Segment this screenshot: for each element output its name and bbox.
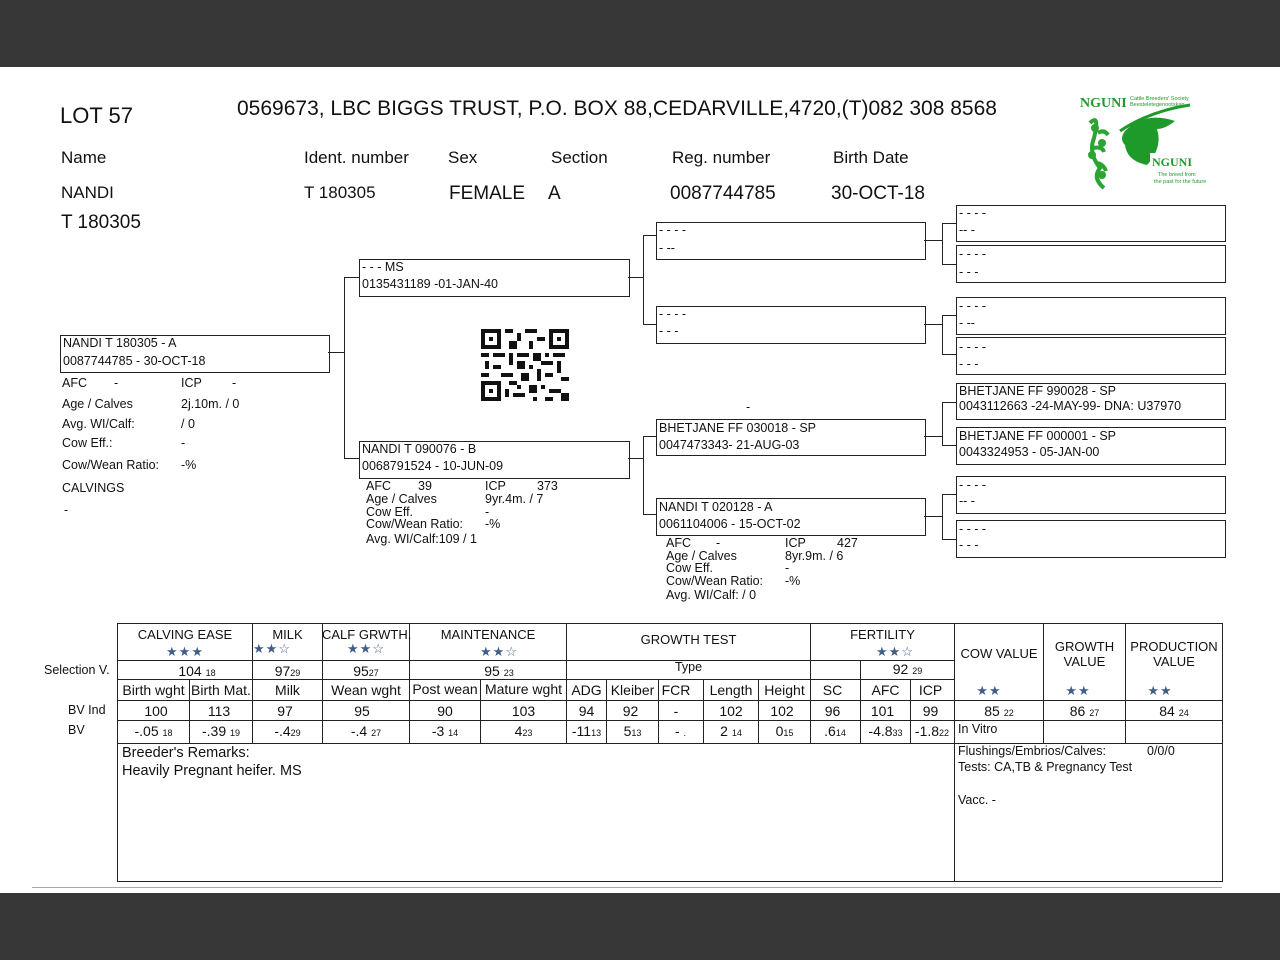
g3-4-line2: - - - — [959, 357, 979, 371]
col-milk: Milk — [275, 682, 300, 698]
bv-fcr: - . — [674, 723, 687, 739]
bv-icp: -1.822 — [914, 723, 950, 739]
col-birth-mat: Birth Mat. — [191, 682, 251, 698]
dam-afc-label: AFC — [366, 479, 391, 493]
ds-line1: BHETJANE FF 030018 - SP — [659, 421, 817, 435]
connector — [942, 539, 956, 540]
animal-wi-label: Avg. WI/Calf: — [62, 417, 135, 431]
value-sex: FEMALE — [449, 183, 526, 204]
gen3-box-1 — [956, 205, 1226, 242]
ind-wean-wght: 95 — [354, 703, 370, 719]
animal-cowwean-label: Cow/Wean Ratio: — [62, 458, 160, 472]
connector — [924, 240, 942, 241]
animal-age-label: Age / Calves — [62, 397, 133, 411]
stars-growth-value: ★★ — [1065, 683, 1091, 698]
qr-code — [481, 328, 569, 402]
stars-cow-value: ★★ — [976, 683, 1002, 698]
grid-line — [954, 743, 955, 882]
remarks-title: Breeder's Remarks: — [122, 745, 250, 761]
col-length: Length — [709, 682, 753, 698]
vacc-text: Vacc. - — [958, 793, 996, 807]
label-reg: Reg. number — [672, 148, 771, 167]
hdr-growth-value: GROWTH VALUE — [1054, 639, 1115, 669]
ind-icp: 99 — [922, 703, 939, 719]
animal-wi: / 0 — [181, 417, 195, 431]
dd-age: 8yr.9m. / 6 — [785, 549, 844, 563]
gen3-box-7 — [956, 476, 1226, 514]
stars-calf-growth: ★★☆ — [347, 641, 385, 656]
ind-height: 102 — [770, 703, 794, 719]
flushings-value: 0/0/0 — [1147, 744, 1175, 758]
bv-sc: .614 — [824, 723, 846, 739]
sel-milk: 9729 — [274, 663, 301, 679]
connector — [942, 264, 956, 265]
g3-6-line1: BHETJANE FF 000001 - SP — [959, 429, 1117, 443]
col-fcr: FCR — [661, 682, 691, 698]
hdr-calf-growth: CALF GRWTH. — [322, 627, 412, 642]
nguni-logo — [1080, 93, 1212, 195]
ind-sc: 96 — [824, 703, 841, 719]
bv-label: BV — [68, 723, 85, 737]
dam-coweff-label: Cow Eff. — [366, 505, 414, 519]
g3-1-line2: -- - — [959, 223, 975, 237]
g3-4-line1: - - - - — [959, 340, 987, 354]
dam-line1: NANDI T 090076 - B — [362, 442, 477, 456]
value-birth: 30-OCT-18 — [831, 183, 925, 204]
bv-birth-mat: -.39 19 — [201, 723, 241, 739]
hdr-fertility: FERTILITY — [850, 627, 915, 642]
connector — [942, 354, 956, 355]
g3-5-line2: 0043112663 -24-MAY-99- DNA: U37970 — [959, 399, 1182, 413]
label-section: Section — [551, 148, 608, 167]
calvings-label: CALVINGS — [62, 481, 125, 495]
value-tattoo: T 180305 — [61, 212, 141, 233]
value-ident: T 180305 — [304, 183, 376, 202]
dam-icp: 373 — [537, 479, 558, 493]
g3-7-line2: -- - — [959, 494, 975, 508]
bv-length: 2 14 — [720, 723, 742, 739]
connector — [924, 324, 942, 325]
gen3-box-3 — [956, 297, 1226, 335]
ind-kleiber: 92 — [622, 703, 639, 719]
g3-1-line1: - - - - — [959, 206, 987, 220]
hdr-growth-test: GROWTH TEST — [640, 632, 737, 647]
bv-milk: -.429 — [274, 723, 301, 739]
ind-post-wean: 90 — [437, 703, 453, 719]
bv-height: 015 — [775, 723, 794, 739]
bv-mature-wght: 423 — [514, 723, 533, 739]
connector — [643, 436, 656, 437]
connector — [942, 223, 943, 265]
grid-line — [117, 660, 567, 661]
dd-line1: NANDI T 020128 - A — [659, 500, 773, 514]
svg-text:the past for the future: the past for the future — [1154, 179, 1207, 185]
bv-afc: -4.833 — [868, 723, 903, 739]
value-section: A — [548, 183, 561, 204]
ind-birth-mat: 113 — [207, 703, 231, 719]
logo-wordmark: NGUNI — [1080, 96, 1127, 111]
dam-afc: 39 — [418, 479, 432, 493]
animal-line2: 0087744785 - 30-OCT-18 — [63, 354, 206, 368]
ind-fcr: - — [673, 703, 679, 719]
hdr-cow-value: COW VALUE — [960, 646, 1038, 661]
g3-3-line1: - - - - — [959, 299, 987, 313]
bv-adg: -1113 — [571, 723, 602, 739]
ind-length: 102 — [719, 703, 743, 719]
ind-birth-wght: 100 — [144, 703, 168, 719]
col-mature-wght: Mature wght — [484, 681, 563, 697]
dd-coweff-label: Cow Eff. — [666, 561, 714, 575]
sire-line1: - - - MS — [362, 260, 404, 274]
connector — [942, 494, 956, 495]
dd-afc: - — [716, 536, 721, 550]
dam-age: 9yr.4m. / 7 — [485, 492, 544, 506]
dam-sire-box — [656, 419, 926, 456]
connector — [942, 445, 956, 446]
ss-line2: - -- — [659, 241, 675, 255]
col-adg: ADG — [571, 682, 602, 698]
sel-calf-growth: 9527 — [353, 663, 379, 679]
svg-text:The breed from: The breed from — [1158, 172, 1196, 178]
g3-7-line1: - - - - — [959, 478, 987, 492]
grid-line — [117, 720, 1223, 721]
label-ident: Ident. number — [304, 148, 409, 167]
ss-line1: - - - - — [659, 223, 687, 237]
flushings-label: Flushings/Embrios/Calves: — [958, 744, 1106, 758]
connector — [942, 315, 943, 355]
g3-2-line2: - - - — [959, 265, 979, 279]
grid-line — [117, 679, 955, 680]
cow-value: 85 22 — [984, 703, 1014, 719]
g3-8-line2: - - - — [959, 538, 979, 552]
label-birth: Birth Date — [833, 148, 909, 167]
dd-icp: 427 — [837, 536, 858, 550]
connector — [328, 352, 344, 353]
connector — [344, 277, 345, 459]
sd-line1: - - - - — [659, 307, 687, 321]
animal-afc: - — [114, 376, 119, 390]
connector — [924, 516, 942, 517]
dam-icp-label: ICP — [485, 479, 506, 493]
connector — [643, 436, 644, 515]
connector — [942, 494, 943, 540]
grid-line — [117, 700, 1223, 701]
stars-production-value: ★★ — [1147, 683, 1173, 698]
bvind-label: BV Ind — [68, 703, 106, 717]
svg-text:Beesteletegenootskap: Beesteletegenootskap — [1130, 102, 1185, 108]
stars-milk: ★★☆ — [253, 641, 291, 656]
ind-afc: 101 — [870, 703, 895, 719]
svg-text:Cattle Breeders' Society: Cattle Breeders' Society — [1130, 96, 1189, 102]
col-icp: ICP — [918, 682, 943, 698]
tests-text: Tests: CA,TB & Pregnancy Test — [958, 760, 1133, 774]
bv-wean-wght: -.4 27 — [350, 723, 382, 739]
dam-cowwean: -% — [485, 517, 501, 531]
g3-2-line1: - - - - — [959, 247, 987, 261]
stars-maintenance: ★★☆ — [480, 644, 518, 659]
col-afc: AFC — [871, 682, 900, 698]
animal-box — [60, 335, 330, 373]
value-reg: 0087744785 — [670, 183, 776, 204]
dd-afc-label: AFC — [666, 536, 691, 550]
dd-cowwean: -% — [785, 574, 801, 588]
footer-divider — [32, 887, 1222, 888]
connector — [942, 223, 956, 224]
gen3-box-8 — [956, 520, 1226, 558]
ds-line2: 0047473343- 21-AUG-03 — [659, 438, 800, 452]
hdr-type: Type — [674, 660, 703, 674]
sire-sire-box — [656, 222, 926, 260]
animal-coweff: - — [181, 436, 186, 450]
bv-post-wean: -3 14 — [431, 723, 459, 739]
sel-fertility: 92 29 — [892, 661, 923, 677]
connector — [942, 402, 956, 403]
sel-calving-ease: 104 18 — [178, 663, 216, 679]
stars-calving-ease: ★★★ — [166, 644, 204, 659]
connector — [643, 324, 656, 325]
sd-line2: - - - — [659, 324, 679, 338]
hdr-production-value: PRODUCTION VALUE — [1130, 639, 1218, 669]
sire-line2: 0135431189 -01-JAN-40 — [362, 277, 498, 291]
hdr-calving-ease: CALVING EASE — [137, 627, 233, 642]
g3-6-line2: 0043324953 - 05-JAN-00 — [959, 445, 1100, 459]
top-bar — [0, 0, 1280, 67]
animal-age: 2j.10m. / 0 — [181, 397, 240, 411]
bv-kleiber: 513 — [623, 723, 642, 739]
col-kleiber: Kleiber — [610, 682, 655, 698]
hdr-maintenance: MAINTENANCE — [440, 627, 536, 642]
animal-cowwean: -% — [181, 458, 197, 472]
col-sc: SC — [822, 682, 843, 698]
dam-dam-box — [656, 498, 926, 536]
animal-icp: - — [232, 376, 237, 390]
g3-3-line2: - -- — [959, 316, 975, 330]
sel-maintenance: 95 23 — [484, 663, 514, 679]
connector — [628, 277, 643, 278]
connector — [643, 235, 656, 236]
col-height: Height — [764, 682, 805, 698]
dam-sire-dash: - — [746, 400, 751, 414]
ind-mature-wght: 103 — [511, 703, 536, 719]
connector — [628, 458, 643, 459]
dd-line2: 0061104006 - 15-OCT-02 — [659, 517, 801, 531]
connector — [942, 402, 943, 446]
remarks-text: Heavily Pregnant heifer. MS — [122, 763, 302, 779]
dam-box — [359, 441, 630, 479]
logo-wordmark-2: NGUNI — [1152, 155, 1193, 169]
bottom-bar — [0, 893, 1280, 960]
ind-milk: 97 — [277, 703, 293, 719]
lot-number: LOT 57 — [60, 103, 133, 128]
g3-5-line1: BHETJANE FF 990028 - SP — [959, 384, 1117, 398]
in-vitro-label: In Vitro — [958, 722, 998, 736]
dam-wi: Avg. WI/Calf:109 / 1 — [366, 532, 477, 546]
sire-dam-box — [656, 306, 926, 344]
gen3-box-2 — [956, 245, 1226, 283]
growth-value: 86 27 — [1069, 703, 1100, 719]
dd-coweff: - — [785, 561, 790, 575]
calvings-value: - — [64, 503, 69, 517]
g3-8-line1: - - - - — [959, 522, 987, 536]
hdr-milk: MILK — [272, 627, 303, 642]
connector — [344, 458, 359, 459]
col-post-wean: Post wean — [412, 681, 478, 697]
value-name: NANDI — [61, 183, 114, 202]
label-name: Name — [61, 148, 107, 167]
col-birth-wght: Birth wght — [122, 682, 185, 698]
gen3-box-5 — [956, 383, 1226, 420]
connector — [344, 277, 359, 278]
dd-icp-label: ICP — [785, 536, 806, 550]
connector — [643, 514, 656, 515]
col-wean-wght: Wean wght — [331, 682, 401, 698]
dam-cowwean-label: Cow/Wean Ratio: — [366, 517, 464, 531]
stars-fertility: ★★☆ — [876, 644, 914, 659]
animal-afc-label: AFC — [62, 376, 87, 390]
ind-adg: 94 — [578, 703, 595, 719]
animal-icp-label: ICP — [181, 376, 202, 390]
connector — [924, 436, 942, 437]
dam-coweff: - — [485, 505, 490, 519]
connector — [643, 235, 644, 325]
animal-coweff-label: Cow Eff.: — [62, 436, 113, 450]
selection-label: Selection V. — [44, 663, 110, 677]
dam-line2: 0068791524 - 10-JUN-09 — [362, 459, 504, 473]
dd-wi: Avg. WI/Calf: / 0 — [666, 588, 757, 602]
sire-box — [359, 259, 630, 297]
bv-birth-wght: -.05 18 — [134, 723, 173, 739]
label-sex: Sex — [448, 148, 478, 167]
dam-age-label: Age / Calves — [366, 492, 437, 506]
animal-line1: NANDI T 180305 - A — [63, 336, 177, 350]
owner-line: 0569673, LBC BIGGS TRUST, P.O. BOX 88,CEDARVILLE,4720,(T)082 308 8568 — [237, 97, 997, 120]
gen3-box-4 — [956, 337, 1226, 375]
dd-age-label: Age / Calves — [666, 549, 737, 563]
dd-cowwean-label: Cow/Wean Ratio: — [666, 574, 764, 588]
production-value: 84 24 — [1159, 703, 1189, 719]
gen3-box-6 — [956, 427, 1226, 465]
connector — [942, 315, 956, 316]
